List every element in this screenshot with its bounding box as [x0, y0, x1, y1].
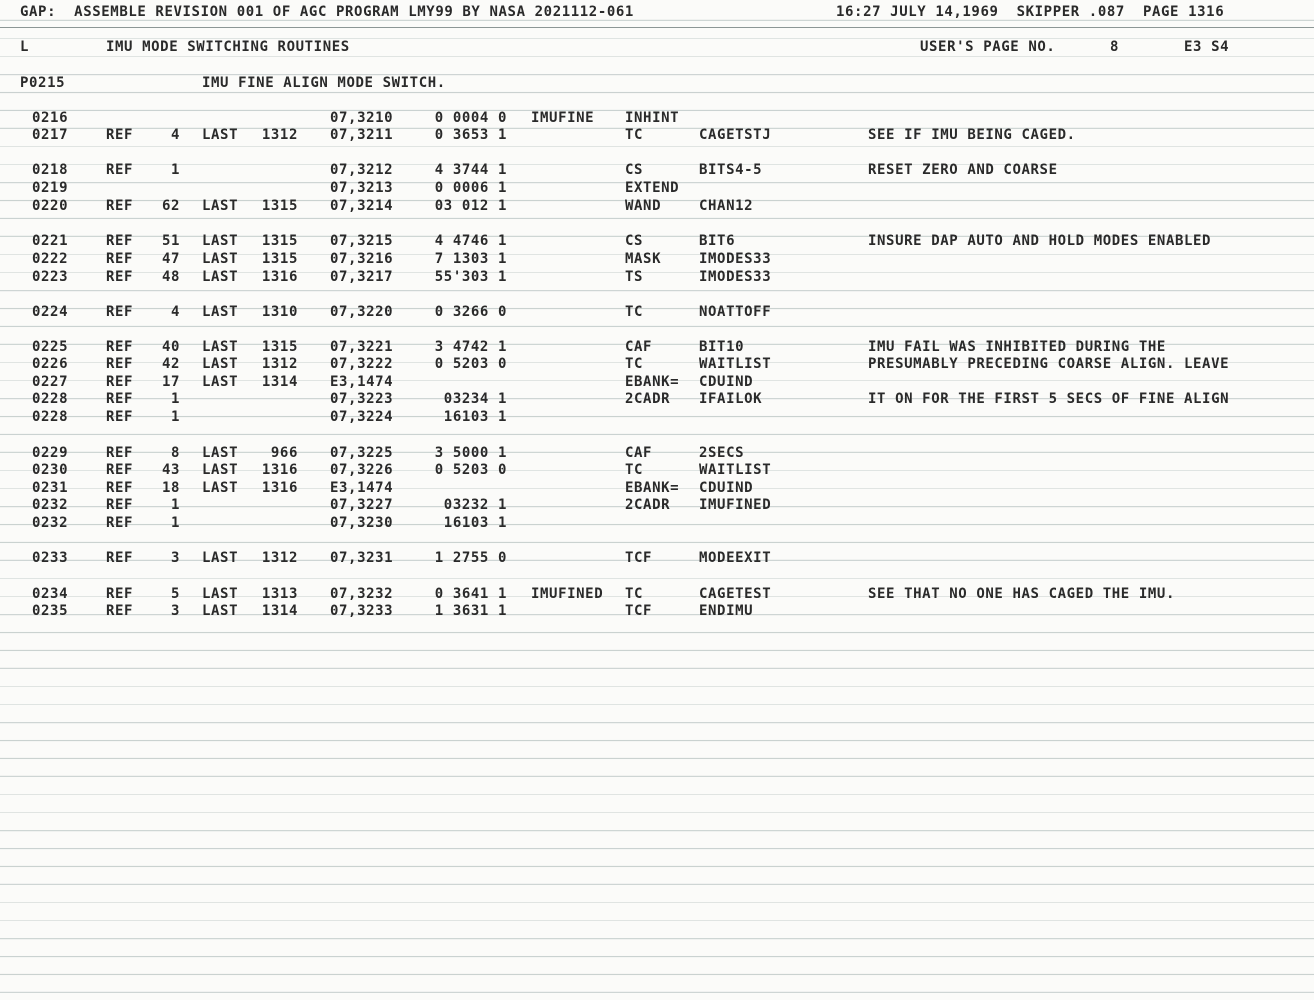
section-title: IMU FINE ALIGN MODE SWITCH.	[202, 75, 446, 91]
operand: CDUIND	[699, 374, 754, 390]
operand: ENDIMU	[699, 603, 754, 619]
address: 07,3223	[330, 391, 394, 407]
ref-keyword: REF	[106, 409, 134, 425]
ref-count: 3	[170, 603, 180, 619]
ref-keyword: REF	[106, 251, 134, 267]
opcode: EBANK=	[625, 480, 680, 496]
comment: IT ON FOR THE FIRST 5 SECS OF FINE ALIGN	[868, 391, 1230, 407]
ref-count: 40	[161, 339, 180, 355]
last-page: 1312	[261, 550, 298, 566]
opcode: 2CADR	[625, 391, 671, 407]
address: 07,3217	[330, 269, 394, 285]
listing-row	[0, 126, 1314, 144]
ref-count: 18	[161, 480, 180, 496]
address: 07,3226	[330, 462, 394, 478]
octal-code: 0 0006 1	[434, 180, 507, 196]
ref-keyword: REF	[106, 391, 134, 407]
octal-code: 0 3266 0	[434, 304, 507, 320]
opcode: TC	[625, 304, 644, 320]
line-number: 0223	[32, 269, 69, 285]
last-page: 1315	[261, 339, 298, 355]
comment: SEE THAT NO ONE HAS CAGED THE IMU.	[868, 586, 1175, 602]
address: 07,3222	[330, 356, 394, 372]
opcode: CAF	[625, 339, 653, 355]
listing-row	[0, 408, 1314, 426]
listing-row	[0, 161, 1314, 179]
operand: CDUIND	[699, 480, 754, 496]
address: 07,3220	[330, 304, 394, 320]
line-number: 0234	[32, 586, 69, 602]
opcode: EBANK=	[625, 374, 680, 390]
operand: IFAILOK	[699, 391, 763, 407]
line-number: 0219	[32, 180, 69, 196]
last-keyword: LAST	[202, 339, 239, 355]
bank-code: E3 S4	[1184, 39, 1230, 55]
address: 07,3221	[330, 339, 394, 355]
opcode: TC	[625, 462, 644, 478]
last-page: 1315	[261, 233, 298, 249]
listing-row	[0, 479, 1314, 497]
listing-row	[0, 585, 1314, 603]
last-keyword: LAST	[202, 198, 239, 214]
listing-row	[0, 109, 1314, 127]
ref-count: 47	[161, 251, 180, 267]
line-number: 0222	[32, 251, 69, 267]
operand: NOATTOFF	[699, 304, 772, 320]
ref-count: 3	[170, 550, 180, 566]
octal-code: 0 3653 1	[434, 127, 507, 143]
ref-keyword: REF	[106, 374, 134, 390]
last-page: 1312	[261, 127, 298, 143]
octal-code: 16103 1	[443, 515, 507, 531]
opcode: WAND	[625, 198, 662, 214]
ref-count: 17	[161, 374, 180, 390]
operand: WAITLIST	[699, 462, 772, 478]
ref-keyword: REF	[106, 445, 134, 461]
line-number: 0228	[32, 391, 69, 407]
line-number: 0233	[32, 550, 69, 566]
users-page-number: 8	[1110, 39, 1120, 55]
last-page: 1313	[261, 586, 298, 602]
ref-count: 4	[170, 127, 180, 143]
address: 07,3232	[330, 586, 394, 602]
last-keyword: LAST	[202, 603, 239, 619]
ref-count: 42	[161, 356, 180, 372]
comment: PRESUMABLY PRECEDING COARSE ALIGN. LEAVE	[868, 356, 1230, 372]
ref-keyword: REF	[106, 586, 134, 602]
operand: CAGETSTJ	[699, 127, 772, 143]
ref-keyword: REF	[106, 162, 134, 178]
operand: BIT10	[699, 339, 745, 355]
address: 07,3212	[330, 162, 394, 178]
line-number: 0232	[32, 515, 69, 531]
operand: 2SECS	[699, 445, 745, 461]
ref-count: 8	[170, 445, 180, 461]
octal-code: 4 4746 1	[434, 233, 507, 249]
last-keyword: LAST	[202, 356, 239, 372]
last-page: 1314	[261, 374, 298, 390]
ref-keyword: REF	[106, 603, 134, 619]
ref-count: 62	[161, 198, 180, 214]
octal-code: 0 5203 0	[434, 462, 507, 478]
octal-code: 0 5203 0	[434, 356, 507, 372]
line-number: 0225	[32, 339, 69, 355]
operand: IMUFINED	[699, 497, 772, 513]
last-page: 1315	[261, 251, 298, 267]
octal-code: 1 2755 0	[434, 550, 507, 566]
address: 07,3231	[330, 550, 394, 566]
ref-count: 1	[170, 497, 180, 513]
listing-timestamp: 16:27 JULY 14,1969 SKIPPER .087 PAGE 1316	[836, 4, 1225, 20]
listing-row	[0, 602, 1314, 620]
opcode: MASK	[625, 251, 662, 267]
last-keyword: LAST	[202, 269, 239, 285]
operand: WAITLIST	[699, 356, 772, 372]
octal-code: 0 0004 0	[434, 110, 507, 126]
last-keyword: LAST	[202, 304, 239, 320]
last-keyword: LAST	[202, 233, 239, 249]
last-keyword: LAST	[202, 462, 239, 478]
listing-row	[0, 338, 1314, 356]
listing-row	[0, 444, 1314, 462]
address: 07,3210	[330, 110, 394, 126]
ref-keyword: REF	[106, 550, 134, 566]
opcode: TC	[625, 586, 644, 602]
comment: SEE IF IMU BEING CAGED.	[868, 127, 1076, 143]
listing-row	[0, 250, 1314, 268]
address: 07,3216	[330, 251, 394, 267]
line-number: 0217	[32, 127, 69, 143]
opcode: CS	[625, 233, 644, 249]
opcode: CAF	[625, 445, 653, 461]
opcode: TCF	[625, 550, 653, 566]
ref-count: 51	[161, 233, 180, 249]
octal-code: 16103 1	[443, 409, 507, 425]
opcode: TC	[625, 127, 644, 143]
line-number: 0216	[32, 110, 69, 126]
ref-keyword: REF	[106, 269, 134, 285]
comment: IMU FAIL WAS INHIBITED DURING THE	[868, 339, 1166, 355]
ref-keyword: REF	[106, 339, 134, 355]
last-page: 1315	[261, 198, 298, 214]
opcode: EXTEND	[625, 180, 680, 196]
symbol-label: IMUFINE	[531, 110, 595, 126]
octal-code: 03 012 1	[434, 198, 507, 214]
opcode: 2CADR	[625, 497, 671, 513]
address: 07,3225	[330, 445, 394, 461]
last-page: 1312	[261, 356, 298, 372]
octal-code: 3 4742 1	[434, 339, 507, 355]
last-page: 1316	[261, 462, 298, 478]
ref-count: 48	[161, 269, 180, 285]
last-keyword: LAST	[202, 445, 239, 461]
address: 07,3213	[330, 180, 394, 196]
ref-keyword: REF	[106, 198, 134, 214]
opcode: INHINT	[625, 110, 680, 126]
address: 07,3215	[330, 233, 394, 249]
routine-title: IMU MODE SWITCHING ROUTINES	[106, 39, 350, 55]
address: E3,1474	[330, 374, 394, 390]
line-number: 0221	[32, 233, 69, 249]
last-keyword: LAST	[202, 251, 239, 267]
line-number: 0229	[32, 445, 69, 461]
address: 07,3233	[330, 603, 394, 619]
subheader-marker: L	[20, 39, 30, 55]
listing-row	[0, 461, 1314, 479]
header-rule	[0, 27, 1314, 28]
line-number: 0235	[32, 603, 69, 619]
listing-row	[0, 268, 1314, 286]
ref-keyword: REF	[106, 304, 134, 320]
ref-count: 1	[170, 391, 180, 407]
ref-count: 5	[170, 586, 180, 602]
line-number: 0220	[32, 198, 69, 214]
users-page-label: USER'S PAGE NO.	[920, 39, 1056, 55]
listing-row	[0, 303, 1314, 321]
opcode: TC	[625, 356, 644, 372]
ref-count: 1	[170, 515, 180, 531]
octal-code: 3 5000 1	[434, 445, 507, 461]
address: 07,3224	[330, 409, 394, 425]
ref-keyword: REF	[106, 515, 134, 531]
ref-keyword: REF	[106, 356, 134, 372]
listing-row	[0, 197, 1314, 215]
section-number: P0215	[20, 75, 66, 91]
listing-row	[0, 390, 1314, 408]
last-page: 1316	[261, 480, 298, 496]
line-number: 0231	[32, 480, 69, 496]
operand: MODEEXIT	[699, 550, 772, 566]
ref-keyword: REF	[106, 497, 134, 513]
last-page: 1314	[261, 603, 298, 619]
comment: INSURE DAP AUTO AND HOLD MODES ENABLED	[868, 233, 1212, 249]
line-number: 0228	[32, 409, 69, 425]
line-number: 0224	[32, 304, 69, 320]
line-number: 0218	[32, 162, 69, 178]
octal-code: 0 3641 1	[434, 586, 507, 602]
last-page: 966	[270, 445, 298, 461]
operand: IMODES33	[699, 251, 772, 267]
listing-row	[0, 373, 1314, 391]
ref-count: 1	[170, 162, 180, 178]
operand: CHAN12	[699, 198, 754, 214]
last-page: 1316	[261, 269, 298, 285]
opcode: TS	[625, 269, 644, 285]
address: 07,3227	[330, 497, 394, 513]
last-keyword: LAST	[202, 480, 239, 496]
octal-code: 55'303 1	[434, 269, 507, 285]
listing-row	[0, 355, 1314, 373]
operand: BIT6	[699, 233, 736, 249]
last-keyword: LAST	[202, 550, 239, 566]
listing-row	[0, 179, 1314, 197]
opcode: CS	[625, 162, 644, 178]
octal-code: 4 3744 1	[434, 162, 507, 178]
ref-count: 1	[170, 409, 180, 425]
line-number: 0232	[32, 497, 69, 513]
octal-code: 03234 1	[443, 391, 507, 407]
address: 07,3230	[330, 515, 394, 531]
ref-count: 43	[161, 462, 180, 478]
line-number: 0230	[32, 462, 69, 478]
octal-code: 1 3631 1	[434, 603, 507, 619]
comment: RESET ZERO AND COARSE	[868, 162, 1058, 178]
last-keyword: LAST	[202, 127, 239, 143]
opcode: TCF	[625, 603, 653, 619]
ref-keyword: REF	[106, 462, 134, 478]
address: 07,3214	[330, 198, 394, 214]
line-number: 0227	[32, 374, 69, 390]
address: E3,1474	[330, 480, 394, 496]
listing-row	[0, 549, 1314, 567]
last-keyword: LAST	[202, 374, 239, 390]
address: 07,3211	[330, 127, 394, 143]
listing-header: GAP: ASSEMBLE REVISION 001 OF AGC PROGRAM LMY99 BY NASA 2021112-061	[20, 4, 634, 20]
ref-keyword: REF	[106, 233, 134, 249]
operand: CAGETEST	[699, 586, 772, 602]
last-keyword: LAST	[202, 586, 239, 602]
listing-row	[0, 496, 1314, 514]
symbol-label: IMUFINED	[531, 586, 604, 602]
operand: BITS4-5	[699, 162, 763, 178]
last-page: 1310	[261, 304, 298, 320]
ref-count: 4	[170, 304, 180, 320]
octal-code: 7 1303 1	[434, 251, 507, 267]
listing-row	[0, 514, 1314, 532]
ref-keyword: REF	[106, 127, 134, 143]
ref-keyword: REF	[106, 480, 134, 496]
line-number: 0226	[32, 356, 69, 372]
operand: IMODES33	[699, 269, 772, 285]
listing-row	[0, 232, 1314, 250]
octal-code: 03232 1	[443, 497, 507, 513]
